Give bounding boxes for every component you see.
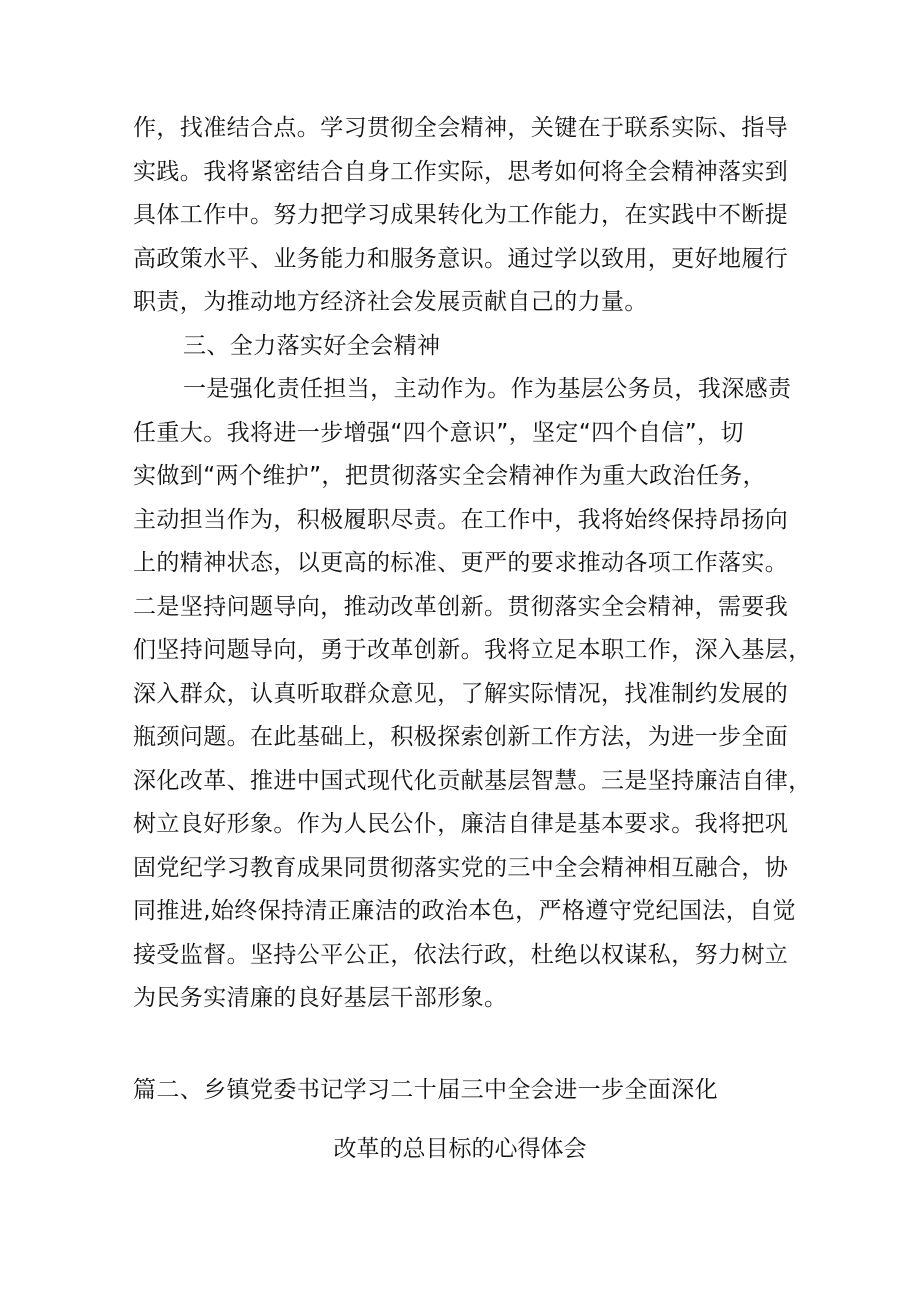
paragraph-line: 作，找准结合点。学习贯彻全会精神，关键在于联系实际、指导 [133, 115, 789, 141]
paragraph-line: 瓶颈问题。在此基础上，积极探索创新工作方法，为进一步全面 [133, 724, 789, 750]
paragraph-line: 接受监督。坚持公平公正，依法行政，杜绝以权谋私，努力树立 [133, 942, 789, 968]
paragraph-line: 深化改革、推进中国式现代化贡献基层智慧。三是坚持廉洁自律， [133, 768, 812, 794]
paragraph-line: 二是坚持问题导向，推动改革创新。贯彻落实全会精神，需要我 [133, 594, 789, 620]
article-title-line-1: 篇二、乡镇党委书记学习二十届三中全会进一步全面深化 [133, 1077, 718, 1103]
paragraph-line: 们坚持问题导向，勇于改革创新。我将立足本职工作，深入基层， [133, 637, 812, 663]
paragraph-line: 实做到“两个维护”，把贯彻落实全会精神作为重大政治任务， [133, 463, 767, 489]
paragraph-line: 固党纪学习教育成果同贯彻落实党的三中全会精神相互融合，协 [133, 855, 789, 881]
paragraph-line: 实践。我将紧密结合自身工作实际，思考如何将全会精神落实到 [133, 159, 789, 185]
paragraph-line: 上的精神状态，以更高的标准、更严的要求推动各项工作落实。 [133, 550, 789, 576]
paragraph-line: 树立良好形象。作为人民公仆，廉洁自律是基本要求。我将把巩 [133, 811, 789, 837]
paragraph-line: 同推进,始终保持清正廉洁的政治本色，严格遵守党纪国法，自觉 [133, 898, 796, 924]
paragraph-line: 一是强化责任担当，主动作为。作为基层公务员，我深感责 [183, 376, 792, 402]
section-heading: 三、全力落实好全会精神 [183, 333, 441, 359]
paragraph-line: 高政策水平、业务能力和服务意识。通过学以致用，更好地履行 [133, 246, 789, 272]
paragraph-line: 为民务实清廉的良好基层干部形象。 [133, 985, 508, 1011]
article-title-line-2: 改革的总目标的心得体会 [333, 1136, 587, 1162]
paragraph-line: 任重大。我将进一步增强“四个意识”，坚定“四个自信”，切 [133, 420, 744, 446]
paragraph-line: 主动担当作为，积极履职尽责。在工作中，我将始终保持昂扬向 [133, 507, 789, 533]
paragraph-line: 职责，为推动地方经济社会发展贡献自己的力量。 [133, 289, 648, 315]
paragraph-line: 深入群众，认真听取群众意见，了解实际情况，找准制约发展的 [133, 681, 789, 707]
paragraph-line: 具体工作中。努力把学习成果转化为工作能力，在实践中不断提 [133, 202, 789, 228]
